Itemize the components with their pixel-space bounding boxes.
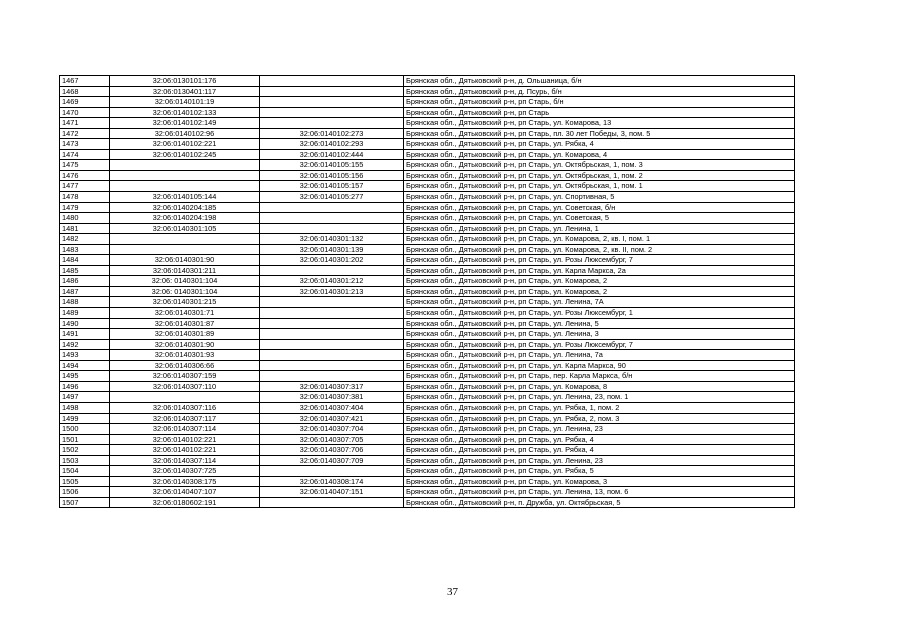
address-cell: Брянская обл., Дятьковский р-н, рп Старь, ул. Советская, б/н (404, 202, 795, 213)
table-row (60, 466, 795, 477)
row-number-cell: 1477 (60, 181, 110, 192)
premises-cadastral-number-cell (260, 76, 404, 87)
address-cell: Брянская обл., Дятьковский р-н, рп Старь, ул. Советская, 5 (404, 213, 795, 224)
cadastral-number-cell (110, 244, 260, 255)
table-row (60, 329, 795, 340)
cadastral-number-cell: 32:06:0140102:221 (110, 434, 260, 445)
address-cell: Брянская обл., Дятьковский р-н, рп Старь, ул. Рябка, 4 (404, 445, 795, 456)
table-row (60, 118, 795, 129)
address-cell: Брянская обл., Дятьковский р-н, рп Старь, ул. Комарова, 2 (404, 276, 795, 287)
table-row (60, 318, 795, 329)
row-number-cell: 1482 (60, 234, 110, 245)
cadastral-number-cell (110, 160, 260, 171)
cadastral-number-cell: 32:06:0140102:221 (110, 139, 260, 150)
cadastral-number-cell: 32:06:0140301:215 (110, 297, 260, 308)
row-number-cell: 1502 (60, 445, 110, 456)
row-number-cell: 1476 (60, 170, 110, 181)
row-number-cell: 1503 (60, 455, 110, 466)
cadastral-number-cell: 32:06:0140307:159 (110, 371, 260, 382)
premises-cadastral-number-cell: 32:06:0140307:705 (260, 434, 404, 445)
premises-cadastral-number-cell: 32:06:0140307:421 (260, 413, 404, 424)
table-row (60, 487, 795, 498)
row-number-cell: 1479 (60, 202, 110, 213)
cadastral-number-cell (110, 392, 260, 403)
cadastral-number-cell: 32:06:0140102:96 (110, 128, 260, 139)
cadastral-number-cell: 32:06:0140301:71 (110, 308, 260, 319)
row-number-cell: 1487 (60, 286, 110, 297)
address-cell: Брянская обл., Дятьковский р-н, рп Старь, ул. Рябка, 4 (404, 139, 795, 150)
table-row (60, 107, 795, 118)
table-row (60, 76, 795, 87)
table-row (60, 371, 795, 382)
table-row (60, 202, 795, 213)
address-cell: Брянская обл., Дятьковский р-н, рп Старь, ул. Октябрьская, 1, пом. 3 (404, 160, 795, 171)
row-number-cell: 1507 (60, 497, 110, 508)
address-cell: Брянская обл., Дятьковский р-н, рп Старь, ул. Рябка, 2, пом. 3 (404, 413, 795, 424)
row-number-cell: 1488 (60, 297, 110, 308)
cadastral-number-cell: 32:06:0140301:105 (110, 223, 260, 234)
cadastral-number-cell: 32:06:0140204:198 (110, 213, 260, 224)
address-cell: Брянская обл., Дятьковский р-н, д. Псурь, б/н (404, 86, 795, 97)
table-row (60, 413, 795, 424)
table-row (60, 223, 795, 234)
address-cell: Брянская обл., Дятьковский р-н, рп Старь, ул. Комарова, 2, кв. II, пом. 2 (404, 244, 795, 255)
cadastral-number-cell (110, 170, 260, 181)
table-row (60, 181, 795, 192)
cadastral-number-cell: 32:06:0140105:144 (110, 192, 260, 203)
row-number-cell: 1475 (60, 160, 110, 171)
premises-cadastral-number-cell: 32:06:0140105:155 (260, 160, 404, 171)
premises-cadastral-number-cell: 32:06:0140307:704 (260, 424, 404, 435)
address-cell: Брянская обл., Дятьковский р-н, рп Старь, ул. Октябрьская, 1, пом. 1 (404, 181, 795, 192)
table-row (60, 381, 795, 392)
address-cell: Брянская обл., Дятьковский р-н, рп Старь, ул. Ленина, 5 (404, 318, 795, 329)
table-row (60, 128, 795, 139)
premises-cadastral-number-cell (260, 213, 404, 224)
premises-cadastral-number-cell (260, 308, 404, 319)
address-cell: Брянская обл., Дятьковский р-н, рп Старь, ул. Комарова, 2 (404, 286, 795, 297)
cadastral-number-cell: 32:06: 0140301:104 (110, 286, 260, 297)
table-row (60, 392, 795, 403)
table-row (60, 308, 795, 319)
table-row (60, 350, 795, 361)
address-cell: Брянская обл., Дятьковский р-н, рп Старь, ул. Рябка, 1, пом. 2 (404, 402, 795, 413)
row-number-cell: 1473 (60, 139, 110, 150)
cadastral-number-cell: 32:06:0140101:19 (110, 97, 260, 108)
address-cell: Брянская обл., Дятьковский р-н, рп Старь, ул. Розы Люксембург, 7 (404, 339, 795, 350)
table-row (60, 286, 795, 297)
premises-cadastral-number-cell (260, 223, 404, 234)
cadastral-number-cell: 32:06:0140308:175 (110, 476, 260, 487)
premises-cadastral-number-cell (260, 265, 404, 276)
table-row (60, 149, 795, 160)
table-row (60, 265, 795, 276)
table-row (60, 192, 795, 203)
address-cell: Брянская обл., Дятьковский р-н, рп Старь, ул. Ленина, 23 (404, 424, 795, 435)
premises-cadastral-number-cell (260, 360, 404, 371)
premises-cadastral-number-cell (260, 297, 404, 308)
address-cell: Брянская обл., Дятьковский р-н, рп Старь, ул. Розы Люксембург, 7 (404, 255, 795, 266)
address-cell: Брянская обл., Дятьковский р-н, рп Старь, пер. Карла Маркса, б/н (404, 371, 795, 382)
premises-cadastral-number-cell: 32:06:0140308:174 (260, 476, 404, 487)
premises-cadastral-number-cell: 32:06:0140102:293 (260, 139, 404, 150)
row-number-cell: 1501 (60, 434, 110, 445)
address-cell: Брянская обл., Дятьковский р-н, рп Старь, ул. Рябка, 5 (404, 466, 795, 477)
cadastral-number-cell: 32:06:0140301:89 (110, 329, 260, 340)
row-number-cell: 1496 (60, 381, 110, 392)
premises-cadastral-number-cell: 32:06:0140102:273 (260, 128, 404, 139)
table-row (60, 97, 795, 108)
table-row (60, 360, 795, 371)
premises-cadastral-number-cell (260, 97, 404, 108)
address-cell: Брянская обл., Дятьковский р-н, рп Старь, ул. Розы Люксембург, 1 (404, 308, 795, 319)
row-number-cell: 1470 (60, 107, 110, 118)
table-row (60, 402, 795, 413)
table-row (60, 170, 795, 181)
address-cell: Брянская обл., Дятьковский р-н, рп Старь, ул. Рябка, 4 (404, 434, 795, 445)
cadastral-number-cell: 32:06:0140102:133 (110, 107, 260, 118)
cadastral-number-cell: 32:06:0140307:114 (110, 455, 260, 466)
premises-cadastral-number-cell: 32:06:0140307:404 (260, 402, 404, 413)
premises-cadastral-number-cell: 32:06:0140105:156 (260, 170, 404, 181)
address-cell: Брянская обл., Дятьковский р-н, д. Ольшаница, б/н (404, 76, 795, 87)
address-cell: Брянская обл., Дятьковский р-н, рп Старь, ул. Комарова, 13 (404, 118, 795, 129)
table-row (60, 213, 795, 224)
row-number-cell: 1506 (60, 487, 110, 498)
cadastral-number-cell: 32:06:0140102:245 (110, 149, 260, 160)
row-number-cell: 1481 (60, 223, 110, 234)
address-cell: Брянская обл., Дятьковский р-н, рп Старь, ул. Комарова, 2, кв. I, пом. 1 (404, 234, 795, 245)
table-row (60, 160, 795, 171)
cadastral-number-cell: 32:06:0140407:107 (110, 487, 260, 498)
premises-cadastral-number-cell (260, 318, 404, 329)
cadastral-number-cell: 32:06:0140307:117 (110, 413, 260, 424)
premises-cadastral-number-cell: 32:06:0140307:709 (260, 455, 404, 466)
row-number-cell: 1485 (60, 265, 110, 276)
row-number-cell: 1493 (60, 350, 110, 361)
cadastral-number-cell: 32:06:0140301:87 (110, 318, 260, 329)
address-cell: Брянская обл., Дятьковский р-н, рп Старь, ул. Комарова, 8 (404, 381, 795, 392)
address-cell: Брянская обл., Дятьковский р-н, рп Старь, пл. 30 лет Победы, 3, пом. 5 (404, 128, 795, 139)
address-cell: Брянская обл., Дятьковский р-н, рп Старь (404, 107, 795, 118)
cadastral-number-cell: 32:06:0140301:90 (110, 339, 260, 350)
table-row (60, 424, 795, 435)
cadastral-number-cell: 32:06:0180602:191 (110, 497, 260, 508)
premises-cadastral-number-cell: 32:06:0140301:212 (260, 276, 404, 287)
cadastral-number-cell: 32:06:0140301:90 (110, 255, 260, 266)
address-cell: Брянская обл., Дятьковский р-н, рп Старь, ул. Ленина, 23, пом. 1 (404, 392, 795, 403)
property-registry-table (59, 75, 795, 508)
address-cell: Брянская обл., Дятьковский р-н, рп Старь, ул. Карла Маркса, 90 (404, 360, 795, 371)
address-cell: Брянская обл., Дятьковский р-н, рп Старь, ул. Ленина, 13, пом. 6 (404, 487, 795, 498)
table-row (60, 455, 795, 466)
premises-cadastral-number-cell (260, 86, 404, 97)
table-row (60, 234, 795, 245)
premises-cadastral-number-cell: 32:06:0140307:706 (260, 445, 404, 456)
table-row (60, 255, 795, 266)
address-cell: Брянская обл., Дятьковский р-н, рп Старь, ул. Карла Маркса, 2а (404, 265, 795, 276)
premises-cadastral-number-cell: 32:06:0140105:157 (260, 181, 404, 192)
address-cell: Брянская обл., Дятьковский р-н, рп Старь, ул. Спортивная, 5 (404, 192, 795, 203)
page-number: 37 (447, 586, 458, 598)
row-number-cell: 1498 (60, 402, 110, 413)
table-row (60, 86, 795, 97)
table-row (60, 297, 795, 308)
row-number-cell: 1505 (60, 476, 110, 487)
table-row (60, 244, 795, 255)
premises-cadastral-number-cell (260, 118, 404, 129)
premises-cadastral-number-cell: 32:06:0140301:132 (260, 234, 404, 245)
cadastral-number-cell: 32:06:0140307:110 (110, 381, 260, 392)
row-number-cell: 1492 (60, 339, 110, 350)
address-cell: Брянская обл., Дятьковский р-н, рп Старь, ул. Ленина, 23 (404, 455, 795, 466)
row-number-cell: 1494 (60, 360, 110, 371)
table-body (60, 76, 795, 508)
table-row (60, 476, 795, 487)
row-number-cell: 1491 (60, 329, 110, 340)
cadastral-number-cell (110, 181, 260, 192)
address-cell: Брянская обл., Дятьковский р-н, рп Старь, ул. Ленина, 7А (404, 297, 795, 308)
row-number-cell: 1504 (60, 466, 110, 477)
row-number-cell: 1471 (60, 118, 110, 129)
row-number-cell: 1489 (60, 308, 110, 319)
table-row (60, 497, 795, 508)
cadastral-number-cell: 32:06:0140307:725 (110, 466, 260, 477)
row-number-cell: 1480 (60, 213, 110, 224)
premises-cadastral-number-cell (260, 329, 404, 340)
premises-cadastral-number-cell (260, 466, 404, 477)
premises-cadastral-number-cell (260, 350, 404, 361)
cadastral-number-cell: 32:06: 0140301:104 (110, 276, 260, 287)
cadastral-number-cell (110, 234, 260, 245)
row-number-cell: 1490 (60, 318, 110, 329)
address-cell: Брянская обл., Дятьковский р-н, рп Старь, ул. Ленина, 7а (404, 350, 795, 361)
row-number-cell: 1472 (60, 128, 110, 139)
table-row (60, 139, 795, 150)
row-number-cell: 1497 (60, 392, 110, 403)
row-number-cell: 1468 (60, 86, 110, 97)
row-number-cell: 1483 (60, 244, 110, 255)
cadastral-number-cell: 32:06:0140204:185 (110, 202, 260, 213)
address-cell: Брянская обл., Дятьковский р-н, рп Старь, ул. Ленина, 3 (404, 329, 795, 340)
row-number-cell: 1467 (60, 76, 110, 87)
premises-cadastral-number-cell: 32:06:0140301:139 (260, 244, 404, 255)
premises-cadastral-number-cell: 32:06:0140307:317 (260, 381, 404, 392)
premises-cadastral-number-cell: 32:06:0140307:381 (260, 392, 404, 403)
table-row (60, 445, 795, 456)
row-number-cell: 1486 (60, 276, 110, 287)
address-cell: Брянская обл., Дятьковский р-н, рп Старь, ул. Октябрьская, 1, пом. 2 (404, 170, 795, 181)
address-cell: Брянская обл., Дятьковский р-н, рп Старь, ул. Комарова, 4 (404, 149, 795, 160)
cadastral-number-cell: 32:06:0140301:211 (110, 265, 260, 276)
premises-cadastral-number-cell: 32:06:0140301:213 (260, 286, 404, 297)
row-number-cell: 1484 (60, 255, 110, 266)
table-row (60, 276, 795, 287)
premises-cadastral-number-cell: 32:06:0140301:202 (260, 255, 404, 266)
premises-cadastral-number-cell (260, 107, 404, 118)
row-number-cell: 1478 (60, 192, 110, 203)
cadastral-number-cell: 32:06:0140102:149 (110, 118, 260, 129)
row-number-cell: 1495 (60, 371, 110, 382)
cadastral-number-cell: 32:06:0130401:117 (110, 86, 260, 97)
table-row (60, 339, 795, 350)
address-cell: Брянская обл., Дятьковский р-н, п. Дружба, ул. Октябрьская, 5 (404, 497, 795, 508)
table-row (60, 434, 795, 445)
cadastral-number-cell: 32:06:0140102:221 (110, 445, 260, 456)
cadastral-number-cell: 32:06:0140301:93 (110, 350, 260, 361)
row-number-cell: 1500 (60, 424, 110, 435)
premises-cadastral-number-cell: 32:06:0140105:277 (260, 192, 404, 203)
premises-cadastral-number-cell (260, 339, 404, 350)
premises-cadastral-number-cell (260, 497, 404, 508)
row-number-cell: 1469 (60, 97, 110, 108)
address-cell: Брянская обл., Дятьковский р-н, рп Старь, б/н (404, 97, 795, 108)
cadastral-number-cell: 32:06:0140306:66 (110, 360, 260, 371)
address-cell: Брянская обл., Дятьковский р-н, рп Старь, ул. Ленина, 1 (404, 223, 795, 234)
premises-cadastral-number-cell (260, 202, 404, 213)
address-cell: Брянская обл., Дятьковский р-н, рп Старь, ул. Комарова, 3 (404, 476, 795, 487)
premises-cadastral-number-cell: 32:06:0140407:151 (260, 487, 404, 498)
cadastral-number-cell: 32:06:0140307:114 (110, 424, 260, 435)
premises-cadastral-number-cell: 32:06:0140102:444 (260, 149, 404, 160)
row-number-cell: 1499 (60, 413, 110, 424)
premises-cadastral-number-cell (260, 371, 404, 382)
row-number-cell: 1474 (60, 149, 110, 160)
cadastral-number-cell: 32:06:0140307:116 (110, 402, 260, 413)
cadastral-number-cell: 32:06:0130101:176 (110, 76, 260, 87)
